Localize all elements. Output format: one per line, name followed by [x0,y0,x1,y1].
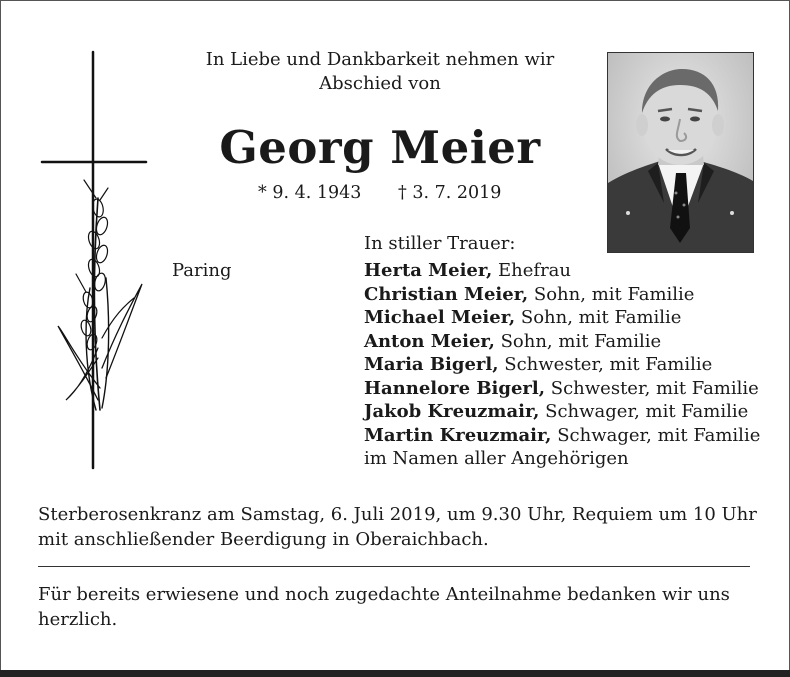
list-item [364,306,760,330]
thanks-note [38,582,758,632]
cross-with-wheat-icon [36,48,176,478]
mourner-name: Herta Meier, [364,260,493,281]
mourner-relation: Sohn, mit Familie [533,283,695,305]
portrait-photo [607,52,754,253]
mourner-relation: Schwester, mit Familie [504,354,713,375]
mourner-relation: Schwester, mit Familie [550,377,759,399]
mourner-name: Jakob Kreuzmair, [364,401,540,422]
list-item [364,259,760,283]
mourner-name: Hannelore Bigerl, [364,377,546,399]
death-date: † 3. 7. 2019 [398,183,502,203]
birth-date: * 9. 4. 1943 [258,183,362,203]
service-line-2: mit anschließender Beerdigung in Oberaichbach. [38,529,489,550]
mourner-name: Anton Meier, [364,330,495,352]
list-item [364,330,760,354]
intro-line-1: In Liebe und Dankbarkeit nehmen wir [205,49,555,70]
mourner-relation: Ehefrau [498,260,572,281]
intro-text [150,48,610,96]
thanks-line-1: Für bereits erwiesene und noch zugedachte Anteilnahme bedanken wir uns [38,584,730,605]
closing-line: im Namen aller Angehörigen [364,448,629,469]
deceased-name: Georg Meier [219,121,541,174]
list-item [364,377,760,401]
mourner-name: Martin Kreuzmair, [364,424,552,446]
mourner-name: Maria Bigerl, [364,354,499,375]
mourner-relation: Sohn, mit Familie [520,307,682,328]
service-line-1: Sterberosenkranz am Samstag, 6. Juli 2019, um 9.30 Uhr, Requiem um 10 Uhr [38,504,757,525]
list-item [364,353,760,377]
service-announcement [38,502,758,552]
residence-place: Paring [172,260,232,281]
mourner-relation: Schwager, mit Familie [545,401,749,422]
list-item [364,400,760,424]
mourner-relation: Sohn, mit Familie [500,330,662,352]
mourner-name: Michael Meier, [364,307,516,328]
mourner-name: Christian Meier, [364,283,529,305]
mourners-list [364,259,760,471]
divider [38,566,750,567]
list-item [364,283,760,307]
bottom-border [0,670,790,677]
list-item [364,424,760,448]
mourner-relation: Schwager, mit Familie [557,424,761,446]
thanks-line-2: herzlich. [38,609,118,630]
mourning-heading: In stiller Trauer: [364,233,516,254]
intro-line-2: Abschied von [319,73,441,94]
